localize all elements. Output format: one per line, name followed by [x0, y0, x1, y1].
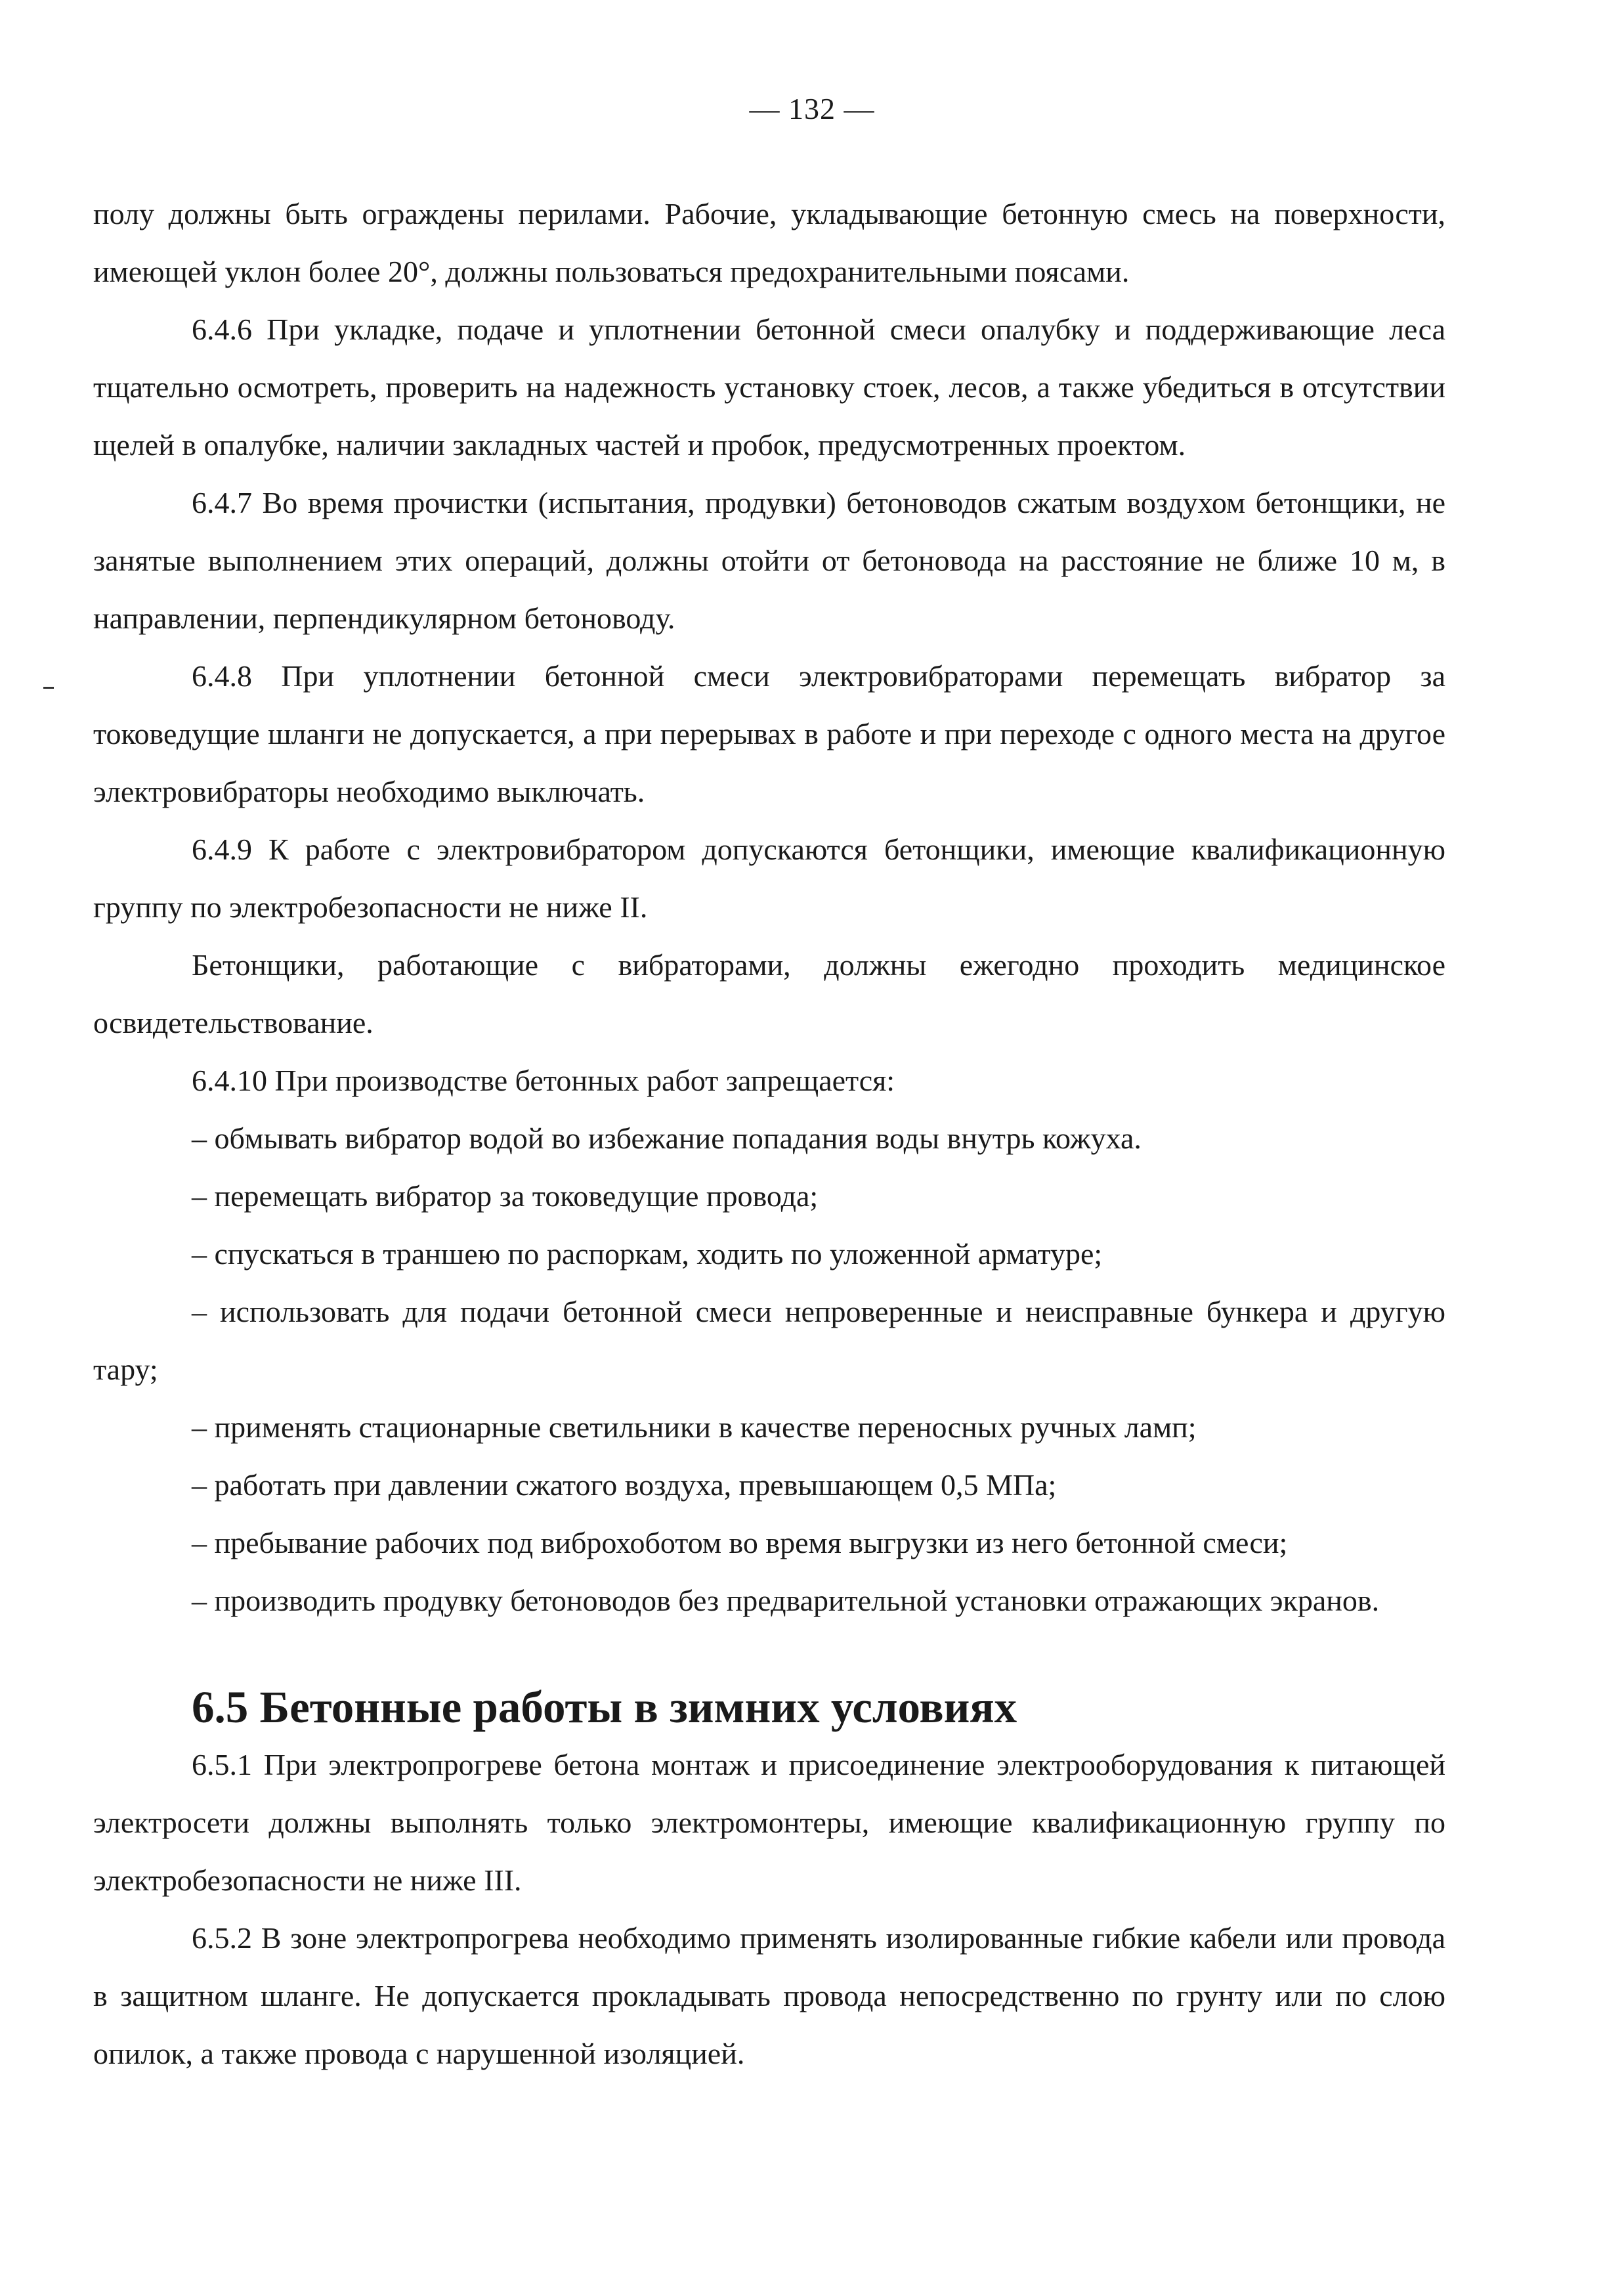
list-item: – обмывать вибратор водой во избежание попадания воды внутрь кожуха.: [192, 1121, 1142, 1155]
margin-mark: [43, 687, 54, 689]
paragraph-vibrator-medical: Бетонщики, работающие с вибраторами, должны ежегодно проходить медицинское освидетельствование.: [93, 948, 1445, 1039]
paragraph-6-4-10: 6.4.10 При производстве бетонных работ запрещается:: [192, 1064, 895, 1097]
page-body: [93, 185, 1445, 2083]
list-item: – спускаться в траншею по распоркам, ходить по уложенной арматуре;: [192, 1237, 1103, 1271]
paragraph-continued: полу должны быть ограждены перилами. Рабочие, укладывающие бетонную смесь на поверхности, имеющей уклон более 20°, должны пользоваться предохранительными поясами.: [93, 197, 1445, 288]
list-item: – производить продувку бетоноводов без предварительной установки отражающих экранов.: [192, 1584, 1380, 1617]
list-item: – использовать для подачи бетонной смеси непроверенные и неисправные бункера и другую тару;: [93, 1295, 1445, 1386]
paragraph-6-4-8: 6.4.8 При уплотнении бетонной смеси электровибраторами перемещать вибратор за токоведущие шланги не допускается, а при перерывах в работе и при переходе с одного места на другое электровибраторы необходимо выключать.: [93, 659, 1445, 808]
paragraph-6-5-1: 6.5.1 При электропрогреве бетона монтаж и присоединение электрооборудования к питающей электросети должны выполнять только электромонтеры, имеющие квалификационную группу по электробезопасности не ниже III.: [93, 1748, 1445, 1897]
list-item: – применять стационарные светильники в качестве переносных ручных ламп;: [192, 1410, 1197, 1444]
page-number: — 132 —: [749, 92, 875, 125]
list-item: – перемещать вибратор за токоведущие провода;: [192, 1179, 819, 1213]
list-item: – пребывание рабочих под виброхоботом во время выгрузки из него бетонной смеси;: [192, 1526, 1288, 1559]
list-item: – работать при давлении сжатого воздуха, превышающем 0,5 МПа;: [192, 1468, 1057, 1502]
paragraph-6-4-9: 6.4.9 К работе с электровибратором допускаются бетонщики, имеющие квалификационную группу по электробезопасности не ниже II.: [93, 833, 1445, 924]
paragraph-6-4-7: 6.4.7 Во время прочистки (испытания, продувки) бетоноводов сжатым воздухом бетонщики, не занятые выполнением этих операций, должны отойти от бетоновода на расстояние не ближе 10 м, в направлении, перпендикулярном бетоноводу.: [93, 486, 1445, 635]
paragraph-6-5-2: 6.5.2 В зоне электропрогрева необходимо применять изолированные гибкие кабели или провода в защитном шланге. Не допускается прокладывать провода непосредственно по грунту или по слою опилок, а также провода с нарушенной изоляцией.: [93, 1921, 1445, 2070]
paragraph-6-4-6: 6.4.6 При укладке, подаче и уплотнении бетонной смеси опалубку и поддерживающие леса тщательно осмотреть, проверить на надежность установку стоек, лесов, а также убедиться в отсутствии щелей в опалубке, наличии закладных частей и пробок, предусмотренных проектом.: [93, 313, 1445, 462]
section-heading: 6.5 Бетонные работы в зимних условиях: [192, 1682, 1017, 1732]
